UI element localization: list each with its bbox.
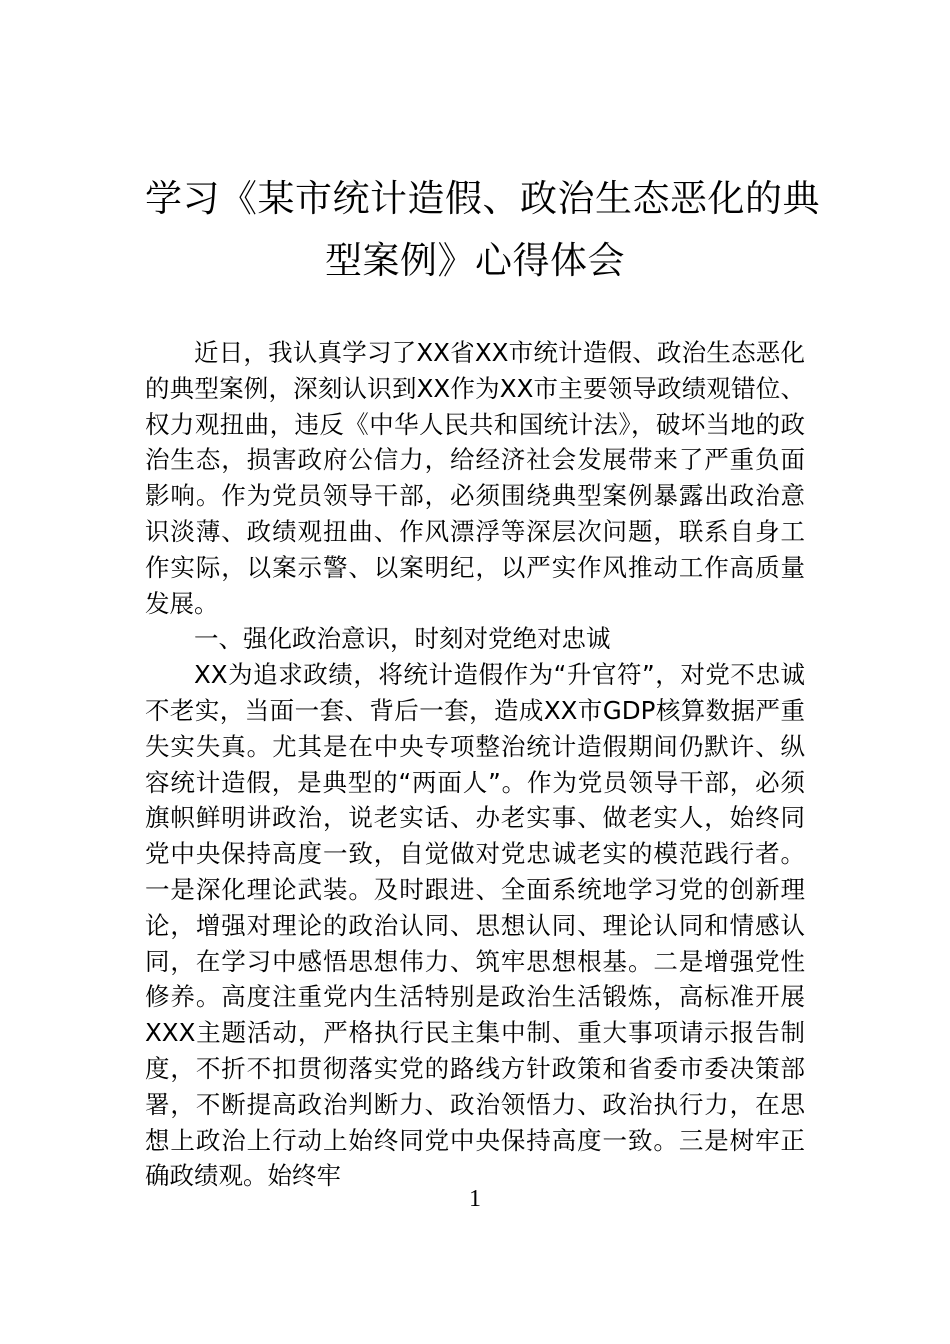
paragraph-section-1: XX为追求政绩，将统计造假作为“升官符”，对党不忠诚不老实，当面一套、背后一套，造成XX市GDP核算数据严重失实失真。尤其是在中央专项整治统计造假期间仍默许、纵容统计造假，是典型的“两面人”。作为党员领导干部，必须旗帜鲜明讲政治，说老实话、办老实事、做老实人，始终同党中央保持高度一致，自觉做对党忠诚老实的模范践行者。一是深化理论武装。及时跟进、全面系统地学习党的创新理论，增强对理论的政治认同、思想认同、理论认同和情感认同，在学习中感悟思想伟力、筑牢思想根基。二是增强党性修养。高度注重党内生活特别是政治生活锻炼，高标准开展XXX主题活动，严格执行民主集中制、重大事项请示报告制度，不折不扣贯彻落实党的路线方针政策和省委市委决策部署，不断提高政治判断力、政治领悟力、政治执行力，在思想上政治上行动上始终同党中央保持高度一致。三是树牢正确政绩观。始终牢 xyxy=(145,660,805,1191)
document-title xyxy=(145,168,820,292)
title-line-1: 学习《某市统计造假、政治生态恶化的典 xyxy=(145,177,820,220)
section-heading-1: 一、强化政治意识，时刻对党绝对忠诚 xyxy=(194,624,611,654)
page-number: 1 xyxy=(469,1186,481,1212)
paragraph-intro: 近日，我认真学习了XX省XX市统计造假、政治生态恶化的典型案例，深刻认识到XX作为XX市主要领导政绩观错位、权力观扭曲，违反《中华人民共和国统计法》，破坏当地的政治生态，损害政府公信力，给经济社会发展带来了严重负面影响。作为党员领导干部，必须围绕典型案例暴露出政治意识淡薄、政绩观扭曲、作风漂浮等深层次问题，联系自身工作实际，以案示警、以案明纪，以严实作风推动工作高质量发展。 xyxy=(145,338,805,618)
document-body xyxy=(145,335,805,1194)
title-line-2: 型案例》心得体会 xyxy=(325,239,625,282)
